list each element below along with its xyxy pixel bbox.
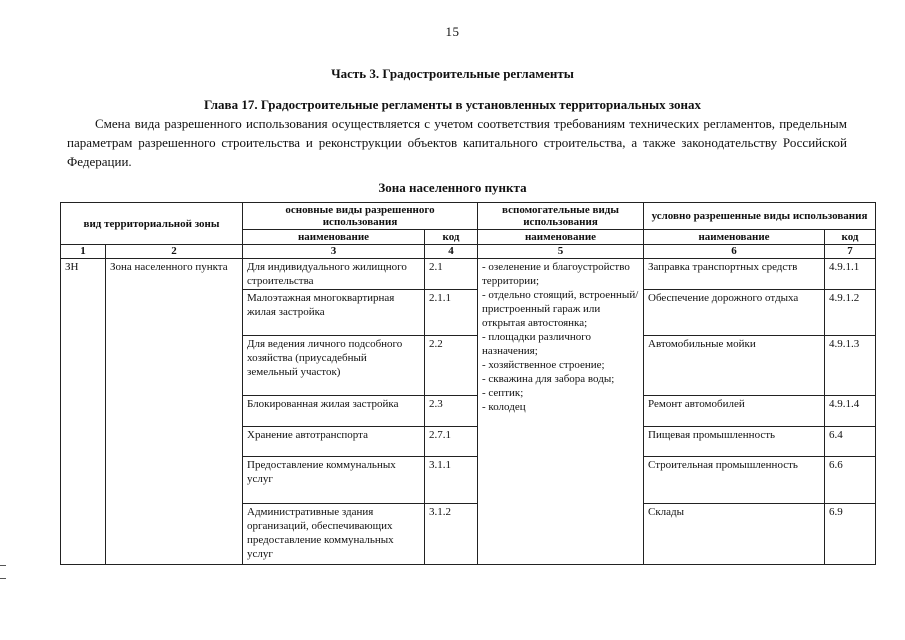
margin-mark xyxy=(0,565,6,566)
conditional-use-name: Заправка транспортных средств xyxy=(644,259,825,290)
conditional-use-name: Склады xyxy=(644,504,825,565)
conditional-use-code: 6.9 xyxy=(825,504,876,565)
main-use-name: Предоставление коммунальных услуг xyxy=(243,457,425,504)
header-aux-name: наименование xyxy=(478,230,644,245)
conditional-use-code: 6.4 xyxy=(825,427,876,457)
conditional-use-name: Строительная промышленность xyxy=(644,457,825,504)
aux-use-item: - хозяйственное строение; xyxy=(482,359,605,371)
main-use-name: Блокированная жилая застройка xyxy=(243,396,425,427)
main-use-code: 2.2 xyxy=(425,336,478,396)
margin-mark xyxy=(0,578,6,579)
column-number: 6 xyxy=(644,245,825,259)
part-title: Часть 3. Градостроительные регламенты xyxy=(331,66,574,81)
main-use-code: 3.1.1 xyxy=(425,457,478,504)
conditional-use-name: Обеспечение дорожного отдыха xyxy=(644,290,825,336)
aux-use-item: - септик; xyxy=(482,387,524,399)
conditional-use-code: 4.9.1.4 xyxy=(825,396,876,427)
main-use-name: Малоэтажная многоквартирная жилая застройка xyxy=(243,290,425,336)
header-main-uses: основные виды разрешенного использования xyxy=(243,203,478,230)
column-number: 2 xyxy=(106,245,243,259)
zone-name-cell: Зона населенного пункта xyxy=(106,259,243,565)
aux-use-item: - скважина для забора воды; xyxy=(482,373,615,385)
column-number: 1 xyxy=(61,245,106,259)
main-use-code: 2.3 xyxy=(425,396,478,427)
conditional-use-name: Автомобильные мойки xyxy=(644,336,825,396)
main-use-code: 2.1.1 xyxy=(425,290,478,336)
aux-use-item: - колодец xyxy=(482,401,526,413)
main-use-name: Для ведения личного подсобного хозяйства (приусадебный земельный участок) xyxy=(243,336,425,396)
header-conditional-uses: условно разрешенные виды использования xyxy=(644,203,876,230)
aux-use-item: - площадки различного назначения; xyxy=(482,331,591,357)
conditional-use-code: 6.6 xyxy=(825,457,876,504)
zone-regulations-table xyxy=(60,202,876,565)
main-use-name: Хранение автотранспорта xyxy=(243,427,425,457)
column-number: 3 xyxy=(243,245,425,259)
header-main-code: код xyxy=(425,230,478,245)
main-use-code: 3.1.2 xyxy=(425,504,478,565)
header-cond-code: код xyxy=(825,230,876,245)
column-number: 4 xyxy=(425,245,478,259)
chapter-title: Глава 17. Градостроительные регламенты в установленных территориальных зонах xyxy=(203,97,702,112)
aux-uses-cell xyxy=(478,259,644,565)
column-number: 7 xyxy=(825,245,876,259)
header-aux-uses: вспомогательные виды использования xyxy=(478,203,644,230)
header-zone-type: вид территориальной зоны xyxy=(61,203,243,245)
column-number: 5 xyxy=(478,245,644,259)
header-cond-name: наименование xyxy=(644,230,825,245)
zone-code-cell: ЗН xyxy=(61,259,106,565)
conditional-use-code: 4.9.1.3 xyxy=(825,336,876,396)
main-use-code: 2.7.1 xyxy=(425,427,478,457)
main-use-name: Административные здания организаций, обеспечивающих предоставление коммунальных услуг xyxy=(243,504,425,565)
conditional-use-code: 4.9.1.1 xyxy=(825,259,876,290)
page-number: 15 xyxy=(445,24,460,39)
conditional-use-name: Пищевая промышленность xyxy=(644,427,825,457)
conditional-use-code: 4.9.1.2 xyxy=(825,290,876,336)
header-main-name: наименование xyxy=(243,230,425,245)
aux-use-item: - озеленение и благоустройство территории; xyxy=(482,261,630,287)
main-use-name: Для индивидуального жилищного строительства xyxy=(243,259,425,290)
aux-use-item: - отдельно стоящий, встроенный/пристроенный гараж или открытая автостоянка; xyxy=(482,289,639,329)
zone-title: Зона населенного пункта xyxy=(378,180,527,195)
intro-paragraph: Смена вида разрешенного использования осуществляется с учетом соответствия требованиям технических регламентов, предельным параметрам разрешенного строительства и реконструкции объектов капитального строительства, а также законодательству Российской Федерации. xyxy=(67,116,847,169)
conditional-use-name: Ремонт автомобилей xyxy=(644,396,825,427)
main-use-code: 2.1 xyxy=(425,259,478,290)
